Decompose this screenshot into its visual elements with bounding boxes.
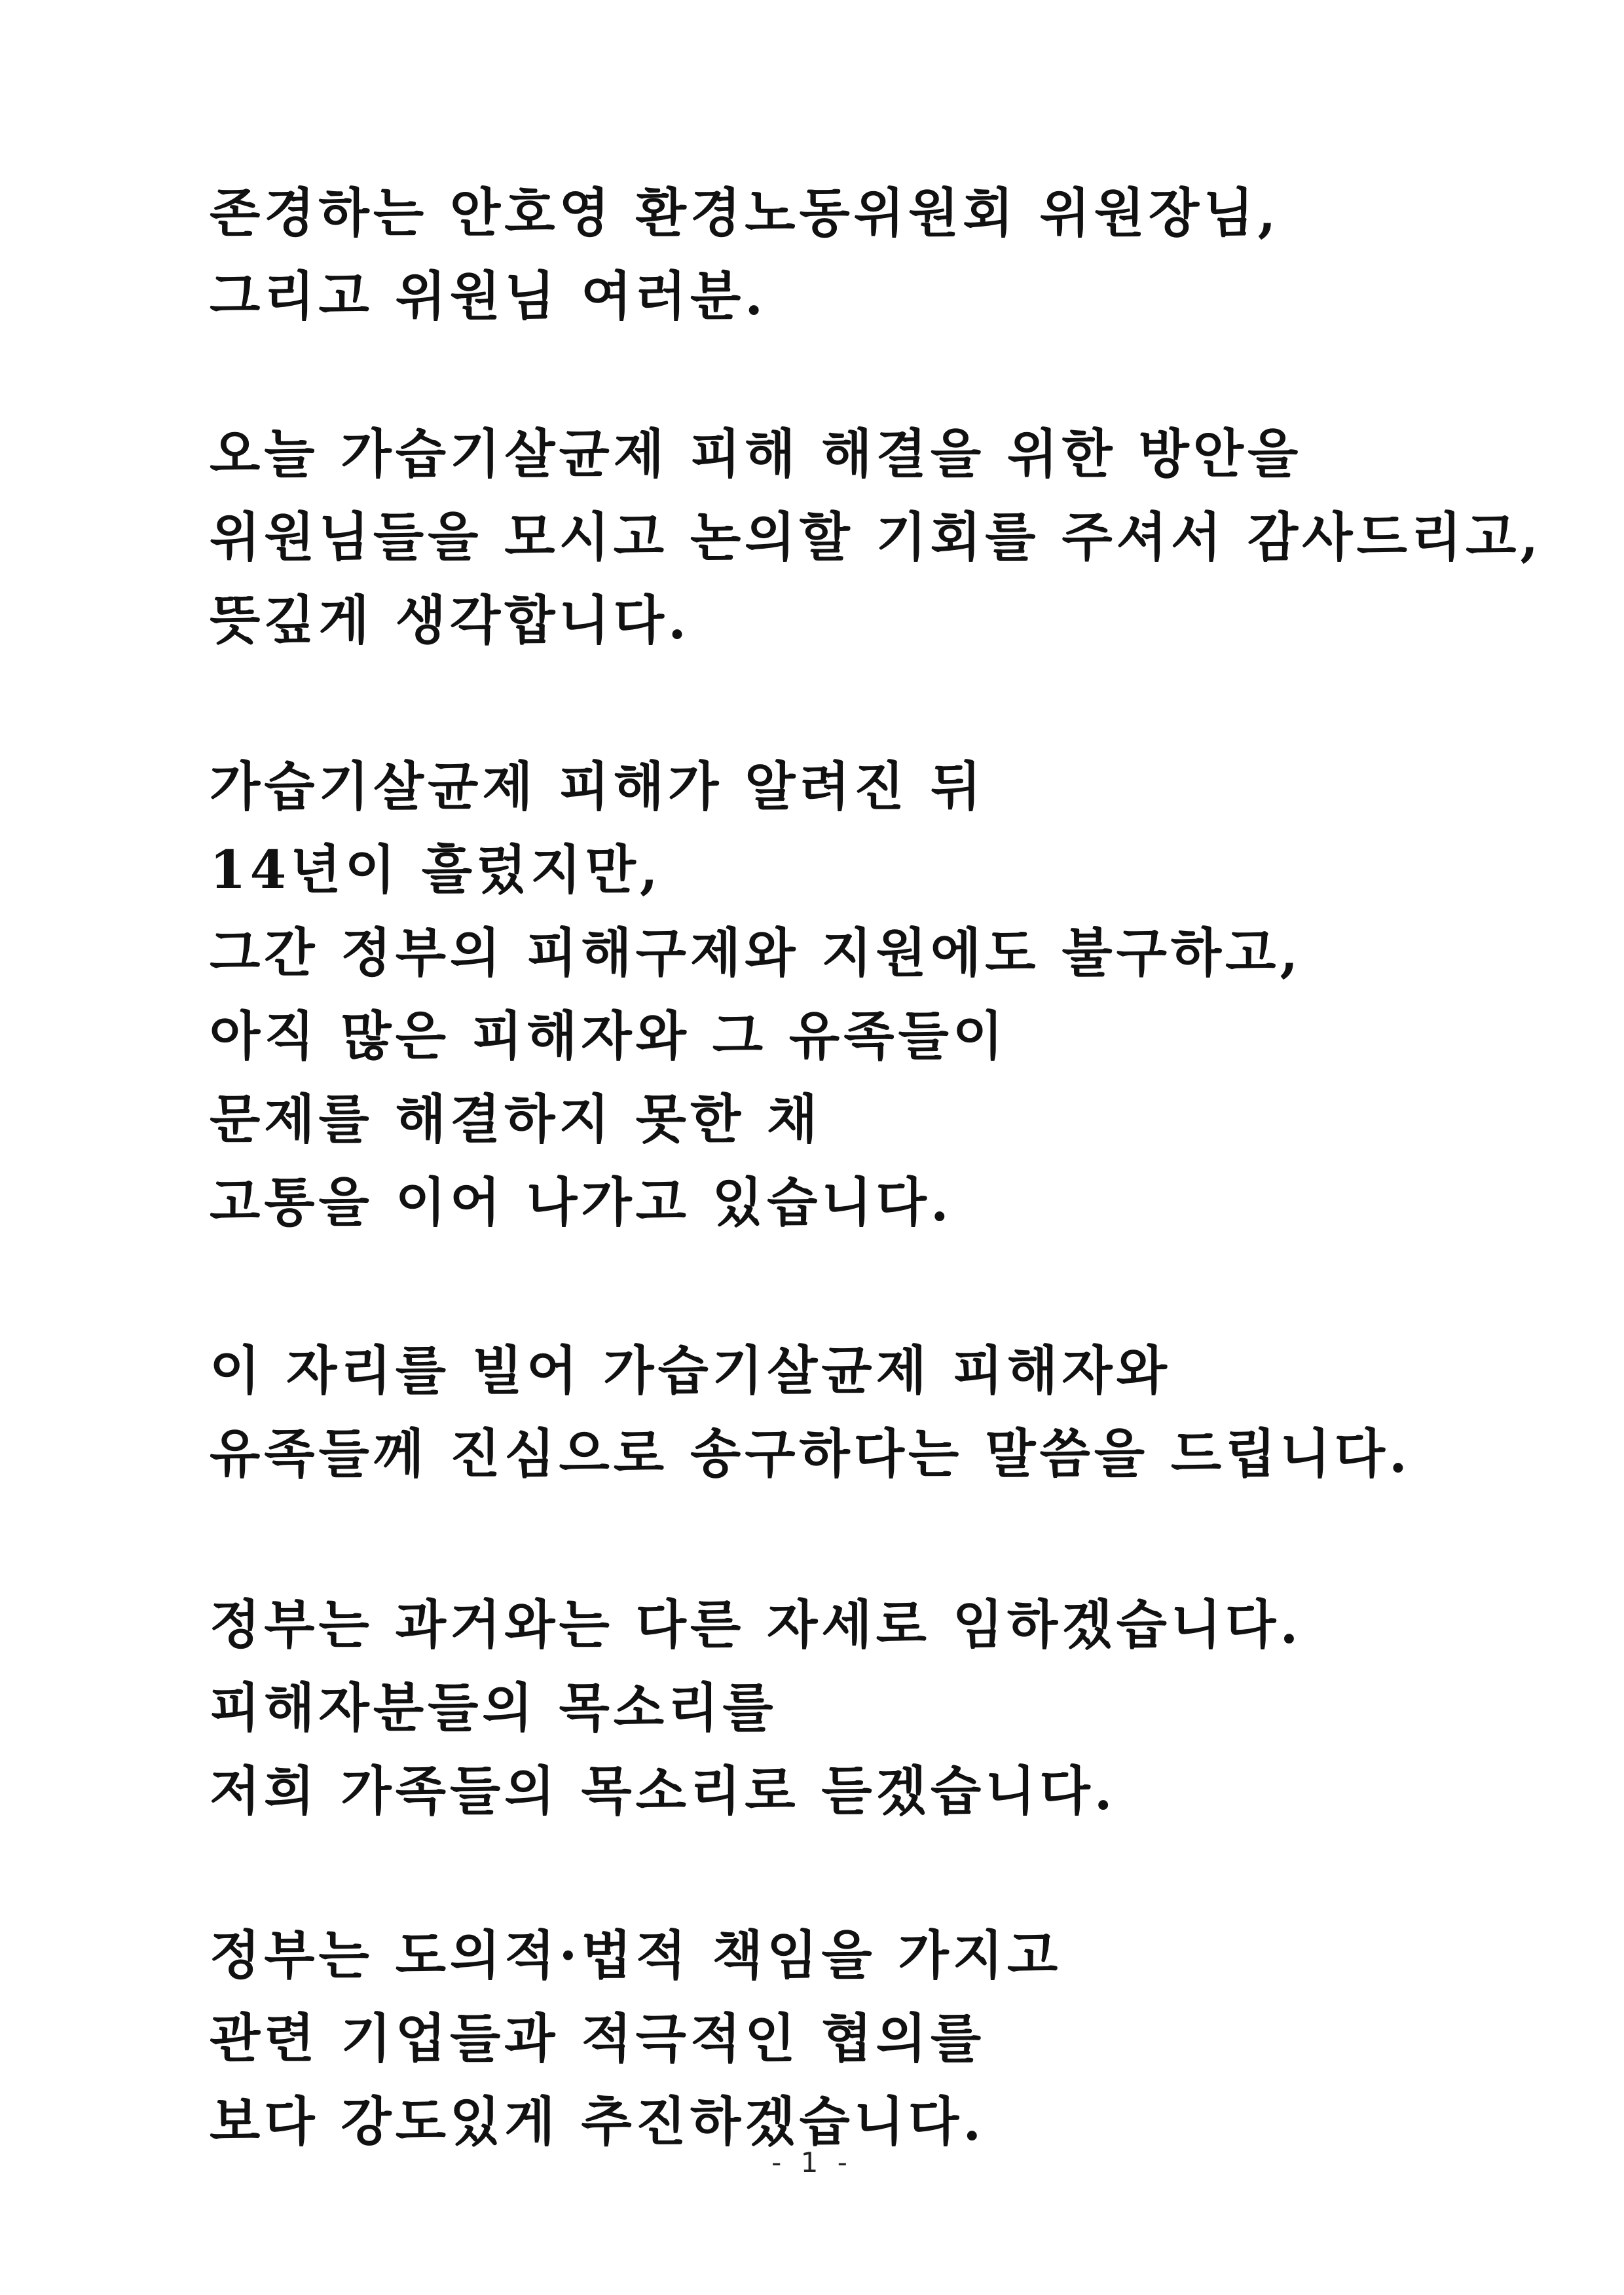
- text-line: 보다 강도있게 추진하겠습니다.: [210, 2091, 986, 2152]
- text-line: 유족들께 진심으로 송구하다는 말씀을 드립니다.: [210, 1423, 1411, 1484]
- paragraph-responsibility: [210, 1914, 1519, 2163]
- speech-body: [210, 172, 1543, 2163]
- text-line: 정부는 도의적·법적 책임을 가지고: [210, 1924, 1062, 1986]
- paragraph-background: [210, 745, 1519, 1244]
- text-line: 고통을 이어 나가고 있습니다.: [210, 1171, 953, 1233]
- text-line: 그간 정부의 피해구제와 지원에도 불구하고,: [210, 922, 1302, 983]
- paragraph-greeting: [210, 172, 1519, 338]
- text-line: 아직 많은 피해자와 그 유족들이: [210, 1005, 1008, 1067]
- text-line: 존경하는 안호영 환경노동위원회 위원장님,: [210, 182, 1280, 244]
- text-line: 이 자리를 빌어 가습기살균제 피해자와: [210, 1340, 1171, 1401]
- text-line: 위원님들을 모시고 논의할 기회를 주셔서 감사드리고,: [210, 506, 1543, 568]
- text-line: 그리고 위원님 여러분.: [210, 265, 767, 327]
- paragraph-thanks: [210, 413, 1543, 662]
- text-line: 문제를 해결하지 못한 채: [210, 1088, 822, 1150]
- text-line: 뜻깊게 생각합니다.: [210, 589, 690, 651]
- text-line: 정부는 과거와는 다른 자세로 임하겠습니다.: [210, 1594, 1302, 1655]
- text-line: 가습기살균제 피해가 알려진 뒤: [210, 756, 986, 817]
- text-line: 관련 기업들과 적극적인 협의를: [210, 2008, 986, 2069]
- paragraph-commitment: [210, 1583, 1519, 1833]
- text-line: 오늘 가습기살균제 피해 해결을 위한 방안을: [210, 423, 1302, 485]
- text-line: 14년이 흘렀지만,: [210, 839, 662, 900]
- page-number: - 1 -: [771, 2146, 853, 2178]
- text-line: 피해자분들의 목소리를: [210, 1677, 777, 1738]
- paragraph-apology: [210, 1329, 1519, 1496]
- text-line: 저희 가족들의 목소리로 듣겠습니다.: [210, 1760, 1116, 1822]
